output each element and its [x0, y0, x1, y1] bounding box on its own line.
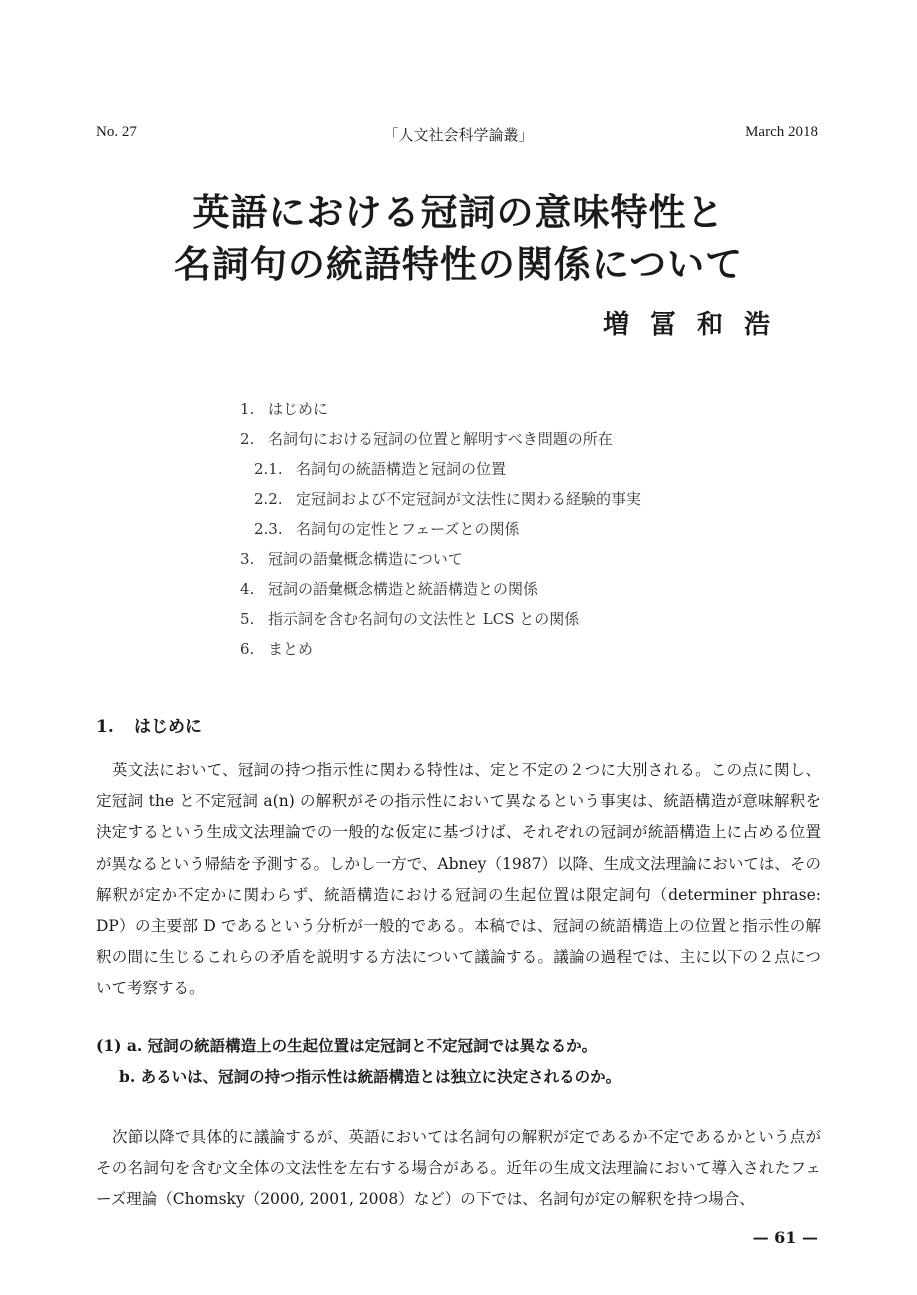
- author-name: 増冨和浩: [602, 310, 791, 340]
- body-paragraph-1: 英文法において、冠詞の持つ指示性に関わる特性は、定と不定の２つに大別される。この点に関し、定冠詞 the と不定冠詞 a(n) の解釈がその指示性において異なるという事実は、統語構造が意味解釈を決定するという生成文法理論での一般的な仮定に基づけば、それぞれの冠詞が統語構造上に占める位置が異なるという帰結を予測する。しかし一方で、Abney（1987）以降、生成文法理論においては、その解釈が定か不定かに関わらず、統語構造における冠詞の生起位置は限定詞句（determiner phrase: DP）の主要部 D であるという分析が一般的である。本稿では、冠詞の統語構造上の位置と指示性の解釈の間に生じるこれらの矛盾を説明する方法について議論する。議論の過程では、主に以下の２点について考察する。: [96, 761, 821, 998]
- page-number: — 61 —: [752, 1228, 818, 1247]
- toc-item: [254, 518, 520, 539]
- toc-label: まとめ: [268, 640, 314, 658]
- toc-item: [254, 458, 506, 479]
- example-a: (1) a. 冠詞の統語構造上の生起位置は定冠詞と不定冠詞では異なるか。: [96, 1036, 598, 1055]
- toc-number: 2.2.: [254, 490, 283, 508]
- toc-label: 冠詞の語彙概念構造と統語構造との関係: [268, 580, 539, 598]
- toc-number: 5.: [240, 610, 255, 628]
- toc-number: 1.: [240, 400, 255, 418]
- section-heading: [96, 712, 202, 737]
- title-line-2: 名詞句の統語特性の関係について: [173, 242, 744, 286]
- toc-number: 2.3.: [254, 520, 283, 538]
- journal-name: 「人文社会科学論叢」: [383, 128, 534, 144]
- toc-number: 2.: [240, 430, 255, 448]
- toc-item: [240, 638, 313, 659]
- toc-label: 指示詞を含む名詞句の文法性と LCS との関係: [268, 610, 580, 628]
- toc-item: [240, 608, 579, 629]
- toc-label: 定冠詞および不定冠詞が文法性に関わる経験的事実: [296, 490, 642, 508]
- toc-number: 6.: [240, 640, 255, 658]
- toc-item: [254, 488, 641, 509]
- toc-label: 名詞句の統語構造と冠詞の位置: [296, 460, 507, 478]
- body-paragraph-2: 次節以降で具体的に議論するが、英語においては名詞句の解釈が定であるか不定であるかという点がその名詞句を含む文全体の文法性を左右する場合がある。近年の生成文法理論において導入されたフェーズ理論（Chomsky（2000, 2001, 2008）など）の下では、名詞句が定の解釈を持つ場合、: [96, 1128, 821, 1209]
- toc-label: 名詞句における冠詞の位置と解明すべき問題の所在: [268, 430, 613, 448]
- example-b: b. あるいは、冠詞の持つ指示性は統語構造とは独立に決定されるのか。: [119, 1067, 622, 1086]
- section-title: はじめに: [134, 717, 202, 737]
- issue-number: No. 27: [96, 124, 137, 140]
- toc-number: 3.: [240, 550, 255, 568]
- toc-label: 冠詞の語彙概念構造について: [268, 550, 463, 568]
- toc-item: [240, 548, 463, 569]
- toc-number: 2.1.: [254, 460, 283, 478]
- title-line-1: 英語における冠詞の意味特性と: [192, 190, 725, 234]
- toc-label: はじめに: [268, 400, 329, 418]
- toc-item: [240, 578, 538, 599]
- issue-date: March 2018: [745, 124, 818, 140]
- toc-item: [240, 428, 613, 449]
- section-number: 1.: [96, 717, 114, 737]
- toc-item: [240, 398, 328, 419]
- toc-number: 4.: [240, 580, 255, 598]
- toc-label: 名詞句の定性とフェーズとの関係: [296, 520, 520, 538]
